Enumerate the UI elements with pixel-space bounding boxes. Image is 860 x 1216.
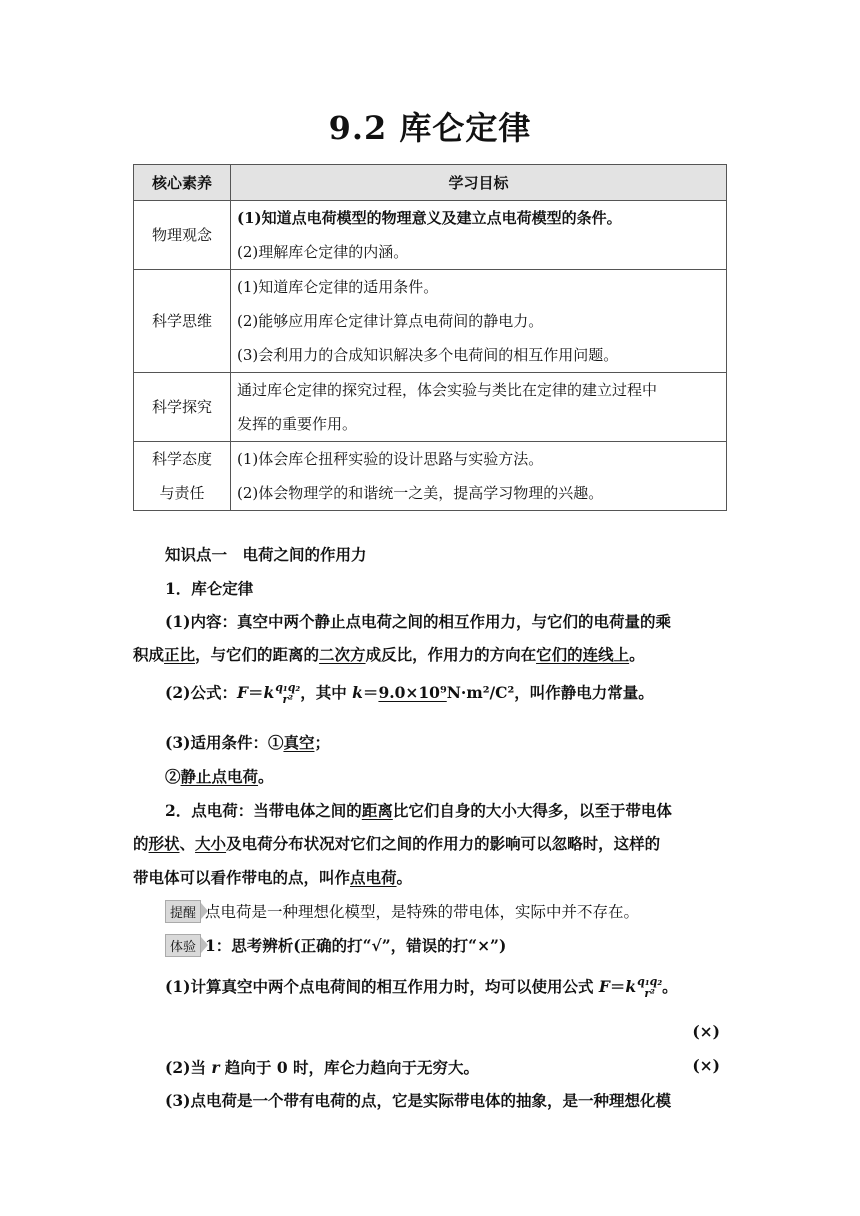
goal-line: 发挥的重要作用。 — [237, 415, 358, 433]
paragraph-conditions — [165, 731, 765, 753]
text: ，其中 — [300, 683, 353, 702]
tip-line — [165, 900, 765, 923]
tip-tag: 提醒 — [165, 900, 201, 923]
answer-blank: 大小 — [195, 834, 227, 853]
text: (1)计算真空中两个点电荷间的相互作用力时，均可以使用公式 — [165, 977, 599, 996]
text: (3)适用条件：① — [165, 733, 284, 752]
goal-line: (2)体会物理学的和谐统一之美，提高学习物理的兴趣。 — [237, 484, 604, 502]
section-heading: 知识点一 电荷之间的作用力 — [165, 545, 367, 564]
header-learning-goals: 学习目标 — [231, 165, 727, 201]
fraction — [637, 976, 662, 1000]
formula-symbol: k — [352, 683, 363, 702]
subheading-coulomb-law: 1．库仑定律 — [165, 579, 254, 598]
formula-symbol: r — [211, 1058, 220, 1077]
text: 及电荷分布状况对它们之间的作用力的影响可以忽略时，这样的 — [226, 834, 661, 853]
fraction — [275, 682, 300, 706]
text: ＝ — [609, 977, 626, 996]
text: 、 — [179, 834, 196, 853]
answer-blank: 形状 — [148, 834, 180, 853]
text: ； — [314, 733, 330, 752]
row-goals — [231, 270, 727, 373]
row-category — [134, 442, 231, 511]
paragraph-point-charge-3 — [133, 866, 733, 888]
goal-line: (2)能够应用库仑定律计算点电荷间的静电力。 — [237, 312, 544, 330]
text: ：当带电体之间的 — [237, 801, 362, 820]
fraction-numerator: q₁q₂ — [637, 975, 663, 988]
text: ② — [165, 767, 181, 786]
answer-blank: 静止点电荷 — [180, 767, 259, 786]
text: 。 — [629, 645, 645, 664]
text: ＝ — [247, 683, 264, 702]
answer-blank: 距离 — [361, 801, 393, 820]
paragraph-content-line1: (1)内容：真空中两个静止点电荷之间的相互作用力，与它们的电荷量的乘 — [165, 612, 671, 631]
row-category: 科学探究 — [134, 373, 231, 442]
text: ＝ — [362, 683, 379, 702]
table-row — [134, 201, 727, 270]
text: 比它们自身的大小大得多，以至于带电体 — [392, 801, 672, 820]
paragraph-content-line2 — [133, 643, 733, 665]
text: (2)公式： — [165, 683, 237, 702]
question-2 — [165, 1056, 765, 1078]
table-row — [134, 270, 727, 373]
row-goals — [231, 373, 727, 442]
exercise-tag: 体验 — [165, 934, 201, 957]
fraction-denominator: r² — [282, 693, 294, 706]
text: 积成 — [133, 645, 165, 664]
goal-line: 通过库仑定律的探究过程，体会实验与类比在定律的建立过程中 — [237, 381, 658, 399]
text: 的 — [133, 834, 149, 853]
text: 。 — [396, 868, 413, 887]
text: 趋向于 0 时，库仑力趋向于无穷大。 — [219, 1058, 480, 1077]
question-3: (3)点电荷是一个带有电荷的点，它是实际带电体的抽象，是一种理想化模 — [165, 1091, 671, 1110]
text: (2)当 — [165, 1058, 212, 1077]
answer-blank: 正比 — [164, 645, 196, 664]
text: ，叫作静电力常量。 — [514, 683, 654, 702]
goal-line: (2)理解库仑定律的内涵。 — [237, 243, 409, 261]
formula-symbol: k — [263, 683, 275, 702]
text: 2．点电荷 — [165, 801, 238, 820]
question-1-answer: (×) — [692, 1022, 720, 1041]
table-row — [134, 373, 727, 442]
goal-line: (1)体会库仑扭秤实验的设计思路与实验方法。 — [237, 450, 544, 468]
row-goals — [231, 201, 727, 270]
fraction-denominator: r² — [644, 987, 655, 1000]
table-row — [134, 442, 727, 511]
learning-goals-table — [133, 164, 727, 511]
goal-line: (3)会利用力的合成知识解决多个电荷间的相互作用问题。 — [237, 346, 619, 364]
answer-blank: 二次方 — [319, 645, 366, 664]
answer-blank: 它们的连线上 — [536, 645, 630, 664]
category-line: 科学态度 — [151, 450, 212, 468]
formula-symbol: F — [598, 977, 610, 996]
page-title: 9.2 库仑定律 — [328, 109, 532, 147]
tip-text: 点电荷是一种理想化模型，是特殊的带电体，实际中并不存在。 — [205, 903, 640, 921]
paragraph-conditions-2 — [165, 765, 765, 787]
paragraph-point-charge-2 — [133, 832, 733, 854]
category-line: 与责任 — [159, 484, 205, 502]
paragraph-point-charge-1 — [165, 799, 765, 821]
row-goals — [231, 442, 727, 511]
exercise-line — [165, 934, 765, 957]
row-category: 物理观念 — [134, 201, 231, 270]
formula-symbol: k — [625, 977, 637, 996]
text: 。 — [662, 977, 678, 996]
goal-line: (1)知道库仑定律的适用条件。 — [237, 278, 439, 296]
text: 。 — [258, 767, 274, 786]
exercise-title: 1：思考辨析(正确的打“√”，错误的打“×”) — [205, 936, 507, 955]
text: 带电体可以看作带电的点，叫作 — [133, 868, 351, 887]
text: ，与它们的距离的 — [195, 645, 320, 664]
fraction-numerator: q₁q₂ — [275, 681, 301, 694]
answer-blank: 9.0×10⁹ — [378, 683, 447, 702]
answer-blank: 点电荷 — [350, 868, 397, 887]
question-2-answer: (×) — [692, 1056, 720, 1075]
formula-symbol: F — [236, 683, 248, 702]
question-1 — [165, 975, 765, 1000]
unit: N·m²/C² — [446, 683, 515, 702]
paragraph-formula — [165, 681, 765, 706]
answer-blank: 真空 — [283, 733, 315, 752]
text: 成反比，作用力的方向在 — [365, 645, 537, 664]
goal-line: (1)知道点电荷模型的物理意义及建立点电荷模型的条件。 — [237, 209, 622, 227]
table-header-row — [134, 165, 727, 201]
row-category: 科学思维 — [134, 270, 231, 373]
header-core-literacy: 核心素养 — [134, 165, 231, 201]
